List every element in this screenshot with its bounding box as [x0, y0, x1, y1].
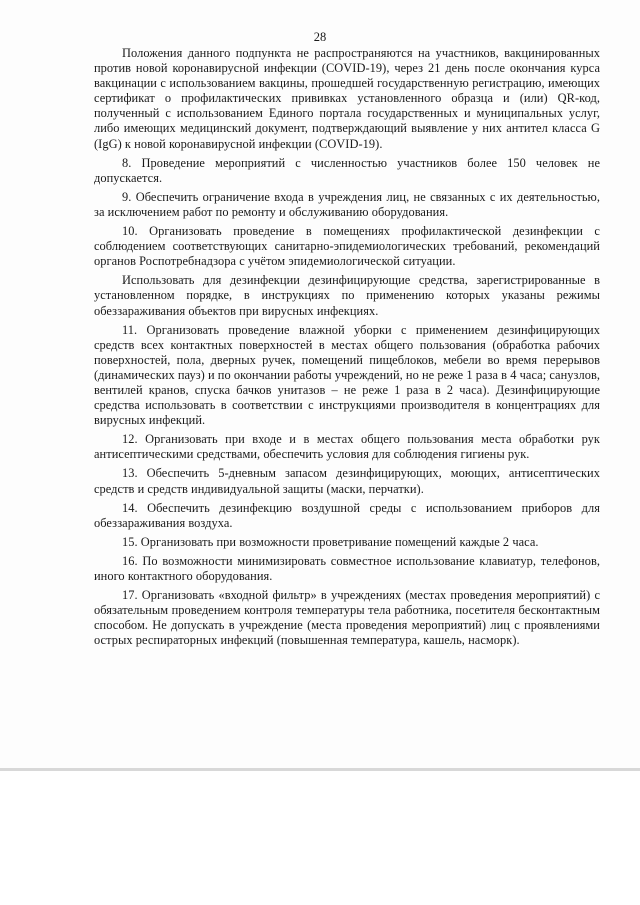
- paragraph-covid-exemption: Положения данного подпункта не распространяются на участников, вакцинированных против новой коронавирусной инфекции (COVID-19), через 21 день после окончания курса вакцинации с использованием вакцины, прошедшей государственную регистрацию, имеющих сертификат о профилактических прививках установленного образца и (или) QR-код, полученный с использованием Единого портала государственных и муниципальных услуг, либо имеющих медицинский документ, подтверждающий выявление у них антител класса G (IgG) к новой коронавирусной инфекции (COVID-19).: [94, 46, 600, 151]
- paragraph-17: 17. Организовать «входной фильтр» в учреждениях (местах проведения мероприятий) с обязательным проведением контроля температуры тела работника, посетителя бесконтактным способом. Не допускать в учреждение (места проведения мероприятий) лиц с проявлениями острых респираторных инфекций (повышенная температура, кашель, насморк).: [94, 588, 600, 648]
- paragraph-14: 14. Обеспечить дезинфекцию воздушной среды с использованием приборов для обеззараживания воздуха.: [94, 500, 600, 530]
- paragraph-11: 11. Организовать проведение влажной уборки с применением дезинфицирующих средств всех контактных поверхностей в местах общего пользования (обработка рабочих поверхностей, пола, дверных ручек, помещений пищеблоков, мебели во время перерывов (динамических пауз) и по окончании работы учреждений, но не реже 1 раза в 4 часа; санузлов, вентилей кранов, спуска бачков унитазов – не реже 1 раза в 2 часа). Дезинфицирующие средства использовать в соответствии с инструкциями производителя в концентрациях для вирусных инфекций.: [94, 322, 600, 428]
- paragraph-12: 12. Организовать при входе и в местах общего пользования места обработки рук антисептическими средствами, обеспечить условия для соблюдения гигиены рук.: [94, 432, 600, 462]
- paragraph-8: 8. Проведение мероприятий с численностью участников более 150 человек не допускается.: [94, 155, 600, 185]
- blank-margin: [0, 771, 640, 905]
- page-number: 28: [313, 30, 327, 44]
- paragraph-disinfectants: Использовать для дезинфекции дезинфицирующие средства, зарегистрированные в установленном порядке, в инструкциях по применению которых указаны режимы обеззараживания объектов при вирусных инфекциях.: [94, 273, 600, 318]
- paragraph-16: 16. По возможности минимизировать совместное использование клавиатур, телефонов, иного контактного оборудования.: [94, 553, 600, 583]
- paragraph-13: 13. Обеспечить 5-дневным запасом дезинфицирующих, моющих, антисептических средств и средств индивидуальной защиты (маски, перчатки).: [94, 466, 600, 496]
- paragraph-15: 15. Организовать при возможности проветривание помещений каждые 2 часа.: [122, 534, 539, 549]
- paragraph-9: 9. Обеспечить ограничение входа в учреждения лиц, не связанных с их деятельностью, за исключением работ по ремонту и обслуживанию оборудования.: [94, 189, 600, 219]
- document-body: [94, 46, 600, 652]
- paragraph-10: 10. Организовать проведение в помещениях профилактической дезинфекции с соблюдением соответствующих санитарно-эпидемиологических требований, рекомендаций органов Роспотребнадзора с учётом эпидемиологической ситуации.: [94, 224, 600, 269]
